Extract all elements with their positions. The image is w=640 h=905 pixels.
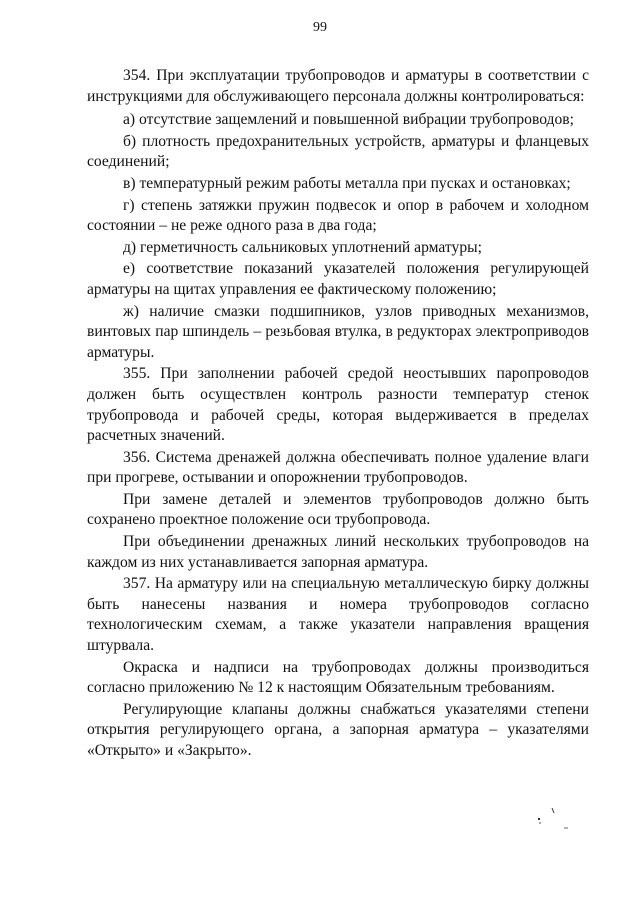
paragraph-357-valves: Регулирующие клапаны должны снабжаться указателями степени открытия регулирующего органа, а запорная арматура – указателями «Открыто» и «Закрыто».	[87, 700, 589, 759]
page-number: 99	[313, 20, 327, 35]
paragraph-356: 356. Система дренажей должна обеспечивать полное удаление влаги при прогреве, остывании и опорожнении трубопроводов.	[87, 448, 589, 487]
document-body	[87, 66, 589, 763]
list-item-g: г) степень затяжки пружин подвесок и опор в рабочем и холодном состоянии – не реже одного раза в два года;	[87, 196, 589, 235]
paragraph-357-painting: Окраска и надписи на трубопроводах должны производиться согласно приложению № 12 к настоящим Обязательным требованиям.	[87, 658, 589, 697]
paragraph-356-drainage: При объединении дренажных линий нескольких трубопроводов на каждом из них устанавливается запорная арматура.	[87, 533, 589, 571]
paragraph-357: 357. На арматуру или на специальную металлическую бирку должны быть нанесены названия и номера трубопроводов согласно технологическим схемам, а также указатели направления вращения штурвала.	[87, 575, 589, 655]
list-item-a: а) отсутствие защемлений и повышенной вибрации трубопроводов;	[123, 111, 574, 129]
list-item-b: б) плотность предохранительных устройств, арматуры и фланцевых соединений;	[87, 132, 589, 171]
paragraph-356-replacement: При замене деталей и элементов трубопроводов должно быть сохранено проектное положение оси трубопровода.	[87, 490, 589, 529]
paragraph-355: 355. При заполнении рабочей средой неостывших паропроводов должен быть осуществлен контроль разности температур стенок трубопровода и рабочей среды, которая выдерживается в пределах расчетных значений.	[87, 365, 589, 445]
paragraph-354: 354. При эксплуатации трубопроводов и арматуры в соответствии с инструкциями для обслуживающего персонала должны контролироваться:	[87, 67, 589, 105]
list-item-v: в) температурный режим работы металла при пусках и остановках;	[123, 174, 571, 192]
list-item-d: д) герметичность сальниковых уплотнений арматуры;	[123, 238, 482, 256]
list-item-zh: ж) наличие смазки подшипников, узлов приводных механизмов, винтовых пар шпиндель – резьбовая втулка, в редукторах электроприводов арматуры.	[87, 302, 589, 361]
scan-specks	[530, 806, 580, 836]
list-item-e: е) соответствие показаний указателей положения регулирующей арматуры на щитах управления ее фактическому положению;	[87, 260, 589, 298]
